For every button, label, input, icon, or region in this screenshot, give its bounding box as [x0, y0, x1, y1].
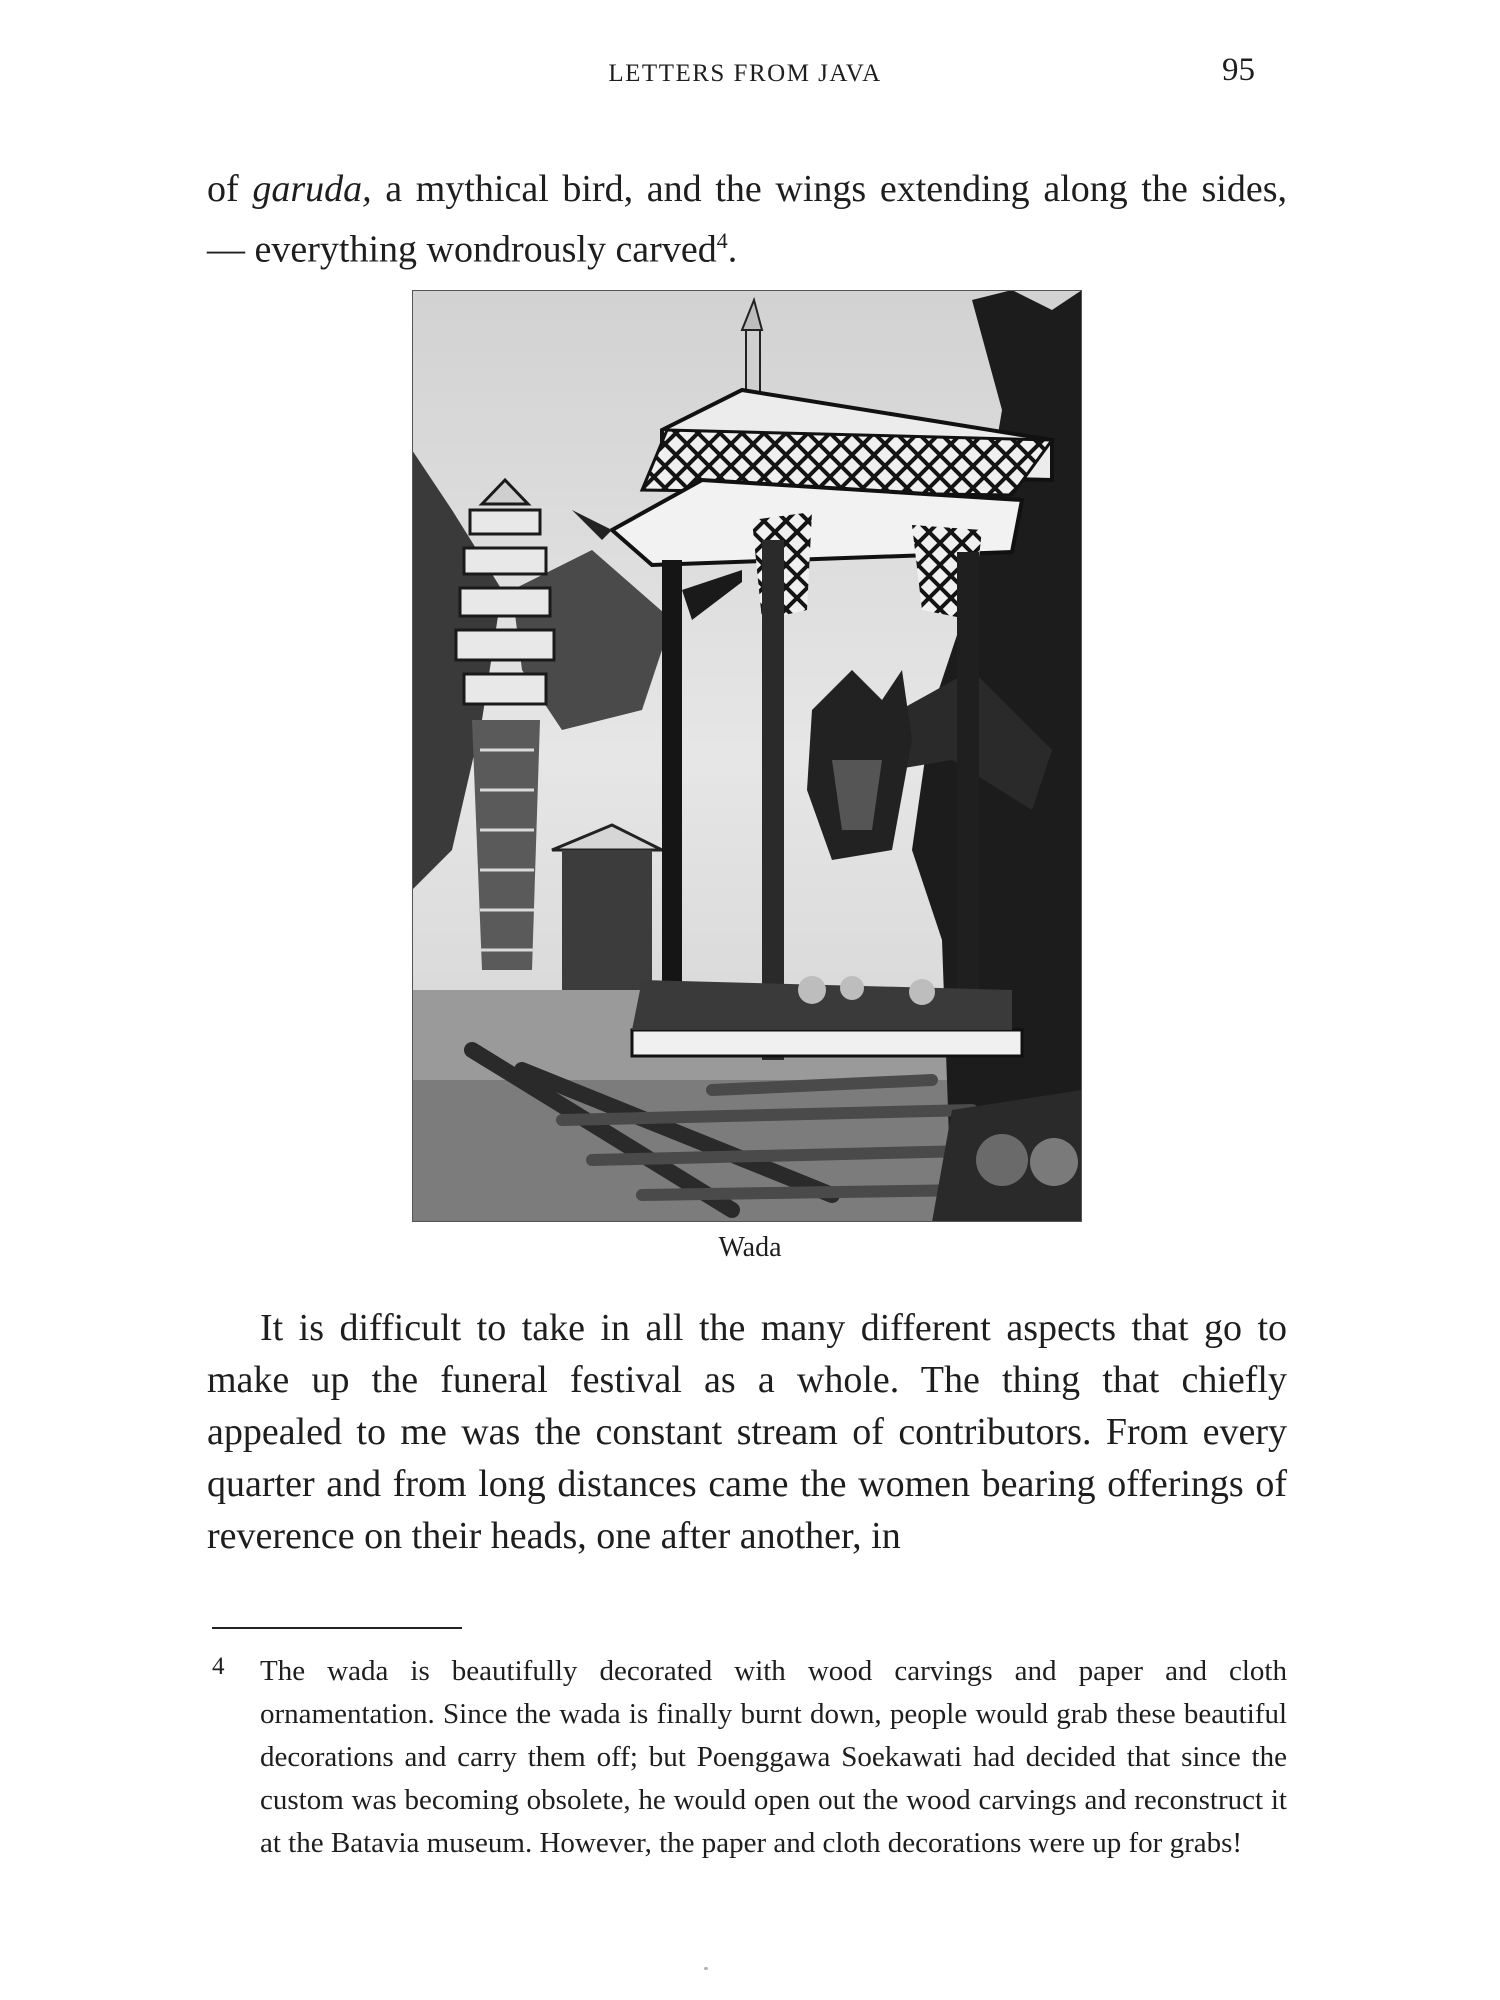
figure-caption: Wada — [718, 1232, 782, 1263]
paragraph-funeral-festival: It is difficult to take in all the many different aspects that go to make up the funeral festival as a whole. The thing that chiefly appealed to me was the constant stream of contributors. From every quarter and from long distances came the women bearing offerings of reverence on their heads, one after another, in — [207, 1307, 1287, 1557]
footnote-marker: 4 — [212, 1653, 225, 1680]
footnote-text: The wada is beautifully decorated with wood carvings and paper and cloth ornamentation. Since the wada is finally burnt down, people would grab these beautiful decorations and carry them off; but Poenggawa Soekawati had decided that since the custom was becoming obsolete, he would open out the wood carvings and reconstruct it at the Batavia museum. However, the paper and cloth decorations were up for grabs! — [260, 1655, 1287, 1859]
wada-photo — [412, 290, 1082, 1222]
wada-photo-image — [412, 290, 1082, 1222]
italic-term-garuda: garuda, — [252, 168, 372, 210]
paragraph-text-start: of — [207, 168, 253, 210]
page-number: 95 — [1222, 52, 1255, 88]
running-head — [0, 52, 1500, 92]
scan-speck — [704, 1967, 708, 1970]
footnote-divider — [212, 1627, 462, 1629]
running-title: LETTERS FROM JAVA — [608, 60, 882, 87]
paragraph-continued — [207, 163, 1287, 276]
paragraph-end-punct: . — [727, 228, 738, 271]
footnote-reference: 4 — [716, 228, 728, 253]
paragraph-text-rest: a mythical bird, and the wings extending along the sides, — everything wondrously carved — [207, 168, 1287, 271]
